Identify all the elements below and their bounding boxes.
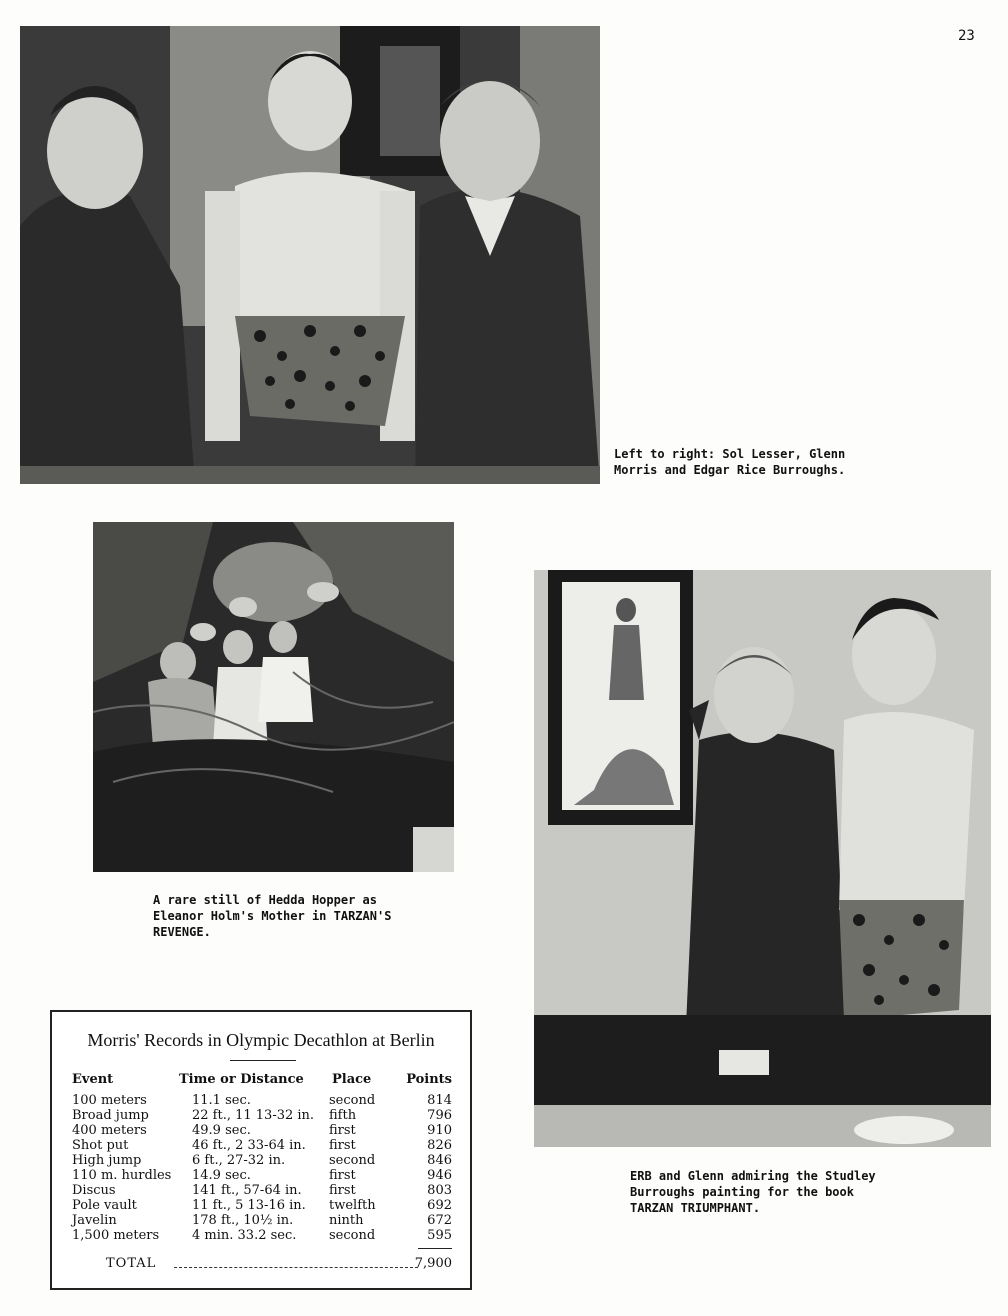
page-number: 23 <box>958 28 975 44</box>
cell-points: 910 <box>427 1123 452 1138</box>
cell-points: 803 <box>427 1183 452 1198</box>
cell-event: Broad jump <box>72 1108 149 1123</box>
cell-points: 595 <box>427 1228 452 1243</box>
cell-event: Discus <box>72 1183 116 1198</box>
cell-place: second <box>329 1153 376 1168</box>
header-time: Time or Distance <box>179 1072 304 1087</box>
cell-time: 11 ft., 5 13-16 in. <box>192 1198 306 1213</box>
header-place: Place <box>332 1072 372 1087</box>
cell-points: 826 <box>427 1138 452 1153</box>
cell-event: High jump <box>72 1153 142 1168</box>
header-points: Points <box>406 1072 452 1087</box>
cell-time: 49.9 sec. <box>192 1123 251 1138</box>
cell-event: 110 m. hurdles <box>72 1168 172 1183</box>
title-rule <box>230 1060 296 1061</box>
cell-time: 46 ft., 2 33-64 in. <box>192 1138 306 1153</box>
table-row <box>52 1183 470 1198</box>
cell-points: 814 <box>427 1093 452 1108</box>
photo-lesser-morris-burroughs <box>20 26 600 484</box>
table-row <box>52 1138 470 1153</box>
caption-top-photo: Left to right: Sol Lesser, Glenn Morris and Edgar Rice Burroughs. <box>614 447 846 477</box>
cell-place: second <box>329 1228 376 1243</box>
cell-points: 692 <box>427 1198 452 1213</box>
total-label: TOTAL <box>106 1256 157 1271</box>
cell-place: first <box>329 1183 356 1198</box>
cell-time: 4 min. 33.2 sec. <box>192 1228 297 1243</box>
cell-event: Javelin <box>72 1213 117 1228</box>
points-sum-rule <box>418 1248 452 1249</box>
cell-event: 400 meters <box>72 1123 147 1138</box>
table-row <box>52 1228 470 1243</box>
cell-time: 141 ft., 57-64 in. <box>192 1183 302 1198</box>
table-row <box>52 1198 470 1213</box>
table-row <box>52 1153 470 1168</box>
cell-points: 796 <box>427 1108 452 1123</box>
caption-middle-photo: A rare still of Hedda Hopper as Eleanor Holm's Mother in TARZAN'S REVENGE. <box>153 893 392 939</box>
cell-points: 672 <box>427 1213 452 1228</box>
table-row <box>52 1108 470 1123</box>
cell-time: 22 ft., 11 13-32 in. <box>192 1108 315 1123</box>
table-row <box>52 1093 470 1108</box>
total-row <box>52 1256 470 1272</box>
cell-place: second <box>329 1093 376 1108</box>
cell-event: 100 meters <box>72 1093 147 1108</box>
cell-time: 178 ft., 10½ in. <box>192 1213 294 1228</box>
cell-points: 846 <box>427 1153 452 1168</box>
cell-place: first <box>329 1138 356 1153</box>
cell-place: first <box>329 1168 356 1183</box>
cell-time: 14.9 sec. <box>192 1168 251 1183</box>
caption-right-photo: ERB and Glenn admiring the Studley Burroughs painting for the book TARZAN TRIUMPHANT. <box>630 1169 876 1215</box>
table-row <box>52 1168 470 1183</box>
photo-erb-glenn-painting <box>534 570 991 1147</box>
cell-time: 6 ft., 27-32 in. <box>192 1153 286 1168</box>
cell-time: 11.1 sec. <box>192 1093 251 1108</box>
cell-event: Shot put <box>72 1138 129 1153</box>
cell-place: ninth <box>329 1213 364 1228</box>
cell-event: 1,500 meters <box>72 1228 160 1243</box>
total-leader-line <box>174 1267 418 1268</box>
table-row <box>52 1213 470 1228</box>
photo-tarzans-revenge-still <box>93 522 454 872</box>
total-value: 7,900 <box>414 1256 452 1271</box>
header-event: Event <box>72 1072 114 1087</box>
cell-event: Pole vault <box>72 1198 137 1213</box>
cell-place: fifth <box>329 1108 357 1123</box>
cell-points: 946 <box>427 1168 452 1183</box>
cell-place: twelfth <box>329 1198 376 1213</box>
records-title: Morris' Records in Olympic Decathlon at Berlin <box>87 1030 435 1050</box>
cell-place: first <box>329 1123 356 1138</box>
decathlon-records-box <box>50 1010 472 1290</box>
table-row <box>52 1123 470 1138</box>
